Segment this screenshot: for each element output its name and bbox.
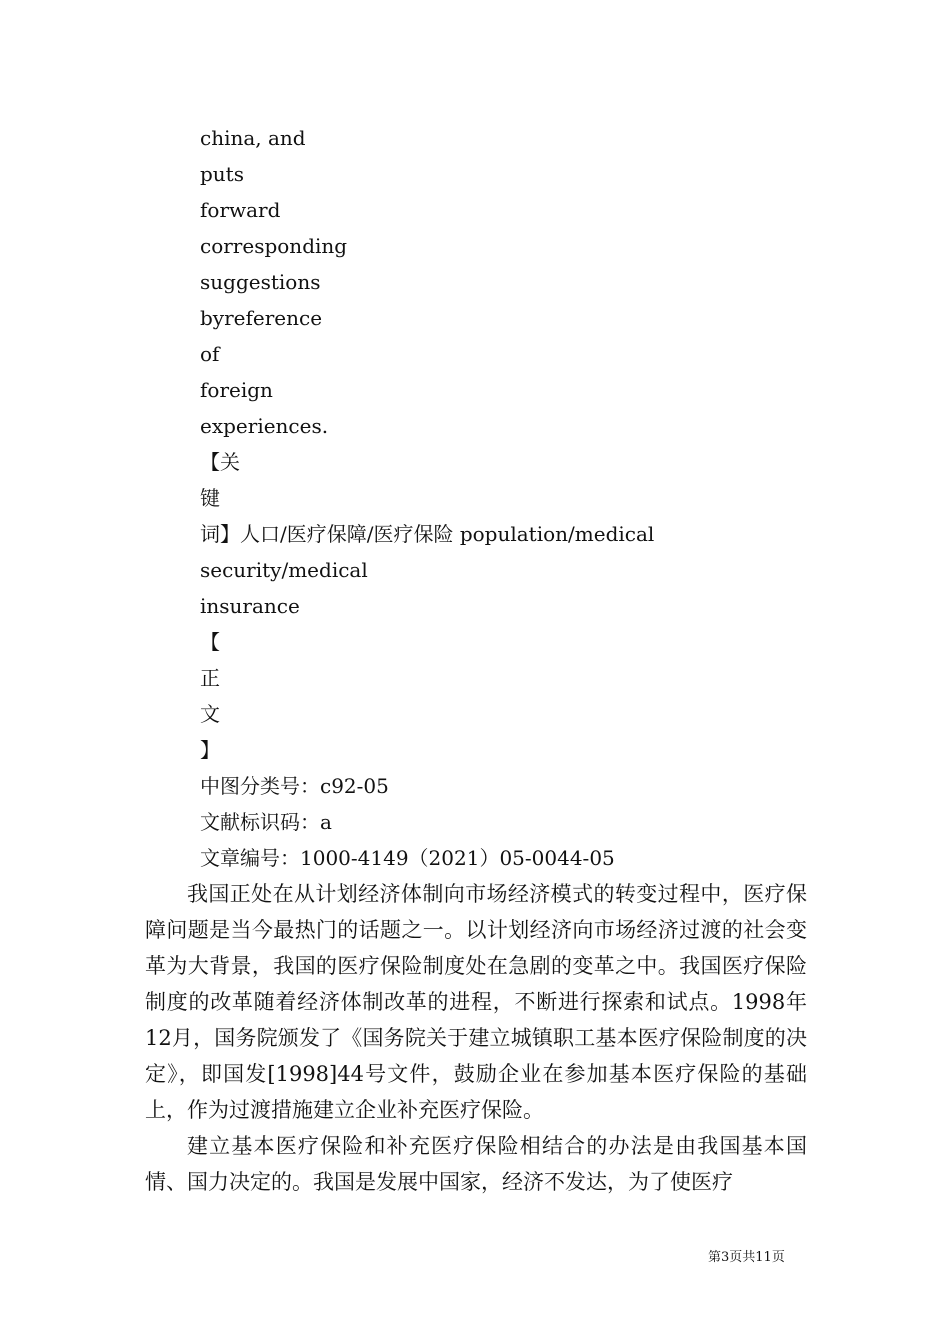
body-heading-line: 文 xyxy=(200,702,220,726)
abstract-line: of xyxy=(200,342,220,366)
page-number: 第3页共11页 xyxy=(708,1250,785,1265)
keywords-label-line: 键 xyxy=(200,486,220,510)
abstract-line: byreference xyxy=(200,306,323,330)
abstract-line: suggestions xyxy=(200,270,321,294)
keywords-continuation: security/medical xyxy=(200,558,368,582)
clc-number: 中图分类号：c92-05 xyxy=(200,774,389,798)
keywords-continuation: insurance xyxy=(200,594,300,618)
keywords-text: 人口/医疗保障/医疗保险 population/medical xyxy=(240,522,655,546)
body-heading-line: 【 xyxy=(200,630,220,654)
abstract-line: foreign xyxy=(200,378,273,402)
body-paragraph: 我国正处在从计划经济体制向市场经济模式的转变过程中，医疗保障问题是当今最热门的话题之一。以计划经济向市场经济过渡的社会变革为大背景，我国的医疗保险制度处在急剧的变革之中。我国医疗保险制度的改革随着经济体制改革的进程，不断进行探索和试点。1998年12月，国务院颁发了《国务院关于建立城镇职工基本医疗保险制度的决定》，即国发[1998]44号文件，鼓励企业在参加基本医疗保险的基础上，作为过渡措施建立企业补充医疗保险。 xyxy=(145,882,807,1122)
abstract-line: forward xyxy=(200,198,281,222)
body-heading-line: 】 xyxy=(200,738,220,762)
document-code: 文献标识码：a xyxy=(200,810,332,834)
abstract-line: puts xyxy=(200,162,244,186)
article-number: 文章编号：1000-4149（2021）05-0044-05 xyxy=(200,846,615,870)
body-heading-line: 正 xyxy=(200,666,220,690)
body-paragraph: 建立基本医疗保险和补充医疗保险相结合的办法是由我国基本国情、国力决定的。我国是发展中国家，经济不发达，为了使医疗 xyxy=(145,1134,807,1194)
abstract-line: experiences. xyxy=(200,414,329,438)
abstract-line: corresponding xyxy=(200,234,348,258)
abstract-and-meta-block xyxy=(200,120,820,876)
body-text xyxy=(145,876,807,1200)
keywords-line xyxy=(200,516,820,552)
abstract-line: china, and xyxy=(200,126,306,150)
keywords-label-end: 词】 xyxy=(200,522,240,546)
keywords-label-line: 【关 xyxy=(200,450,240,474)
